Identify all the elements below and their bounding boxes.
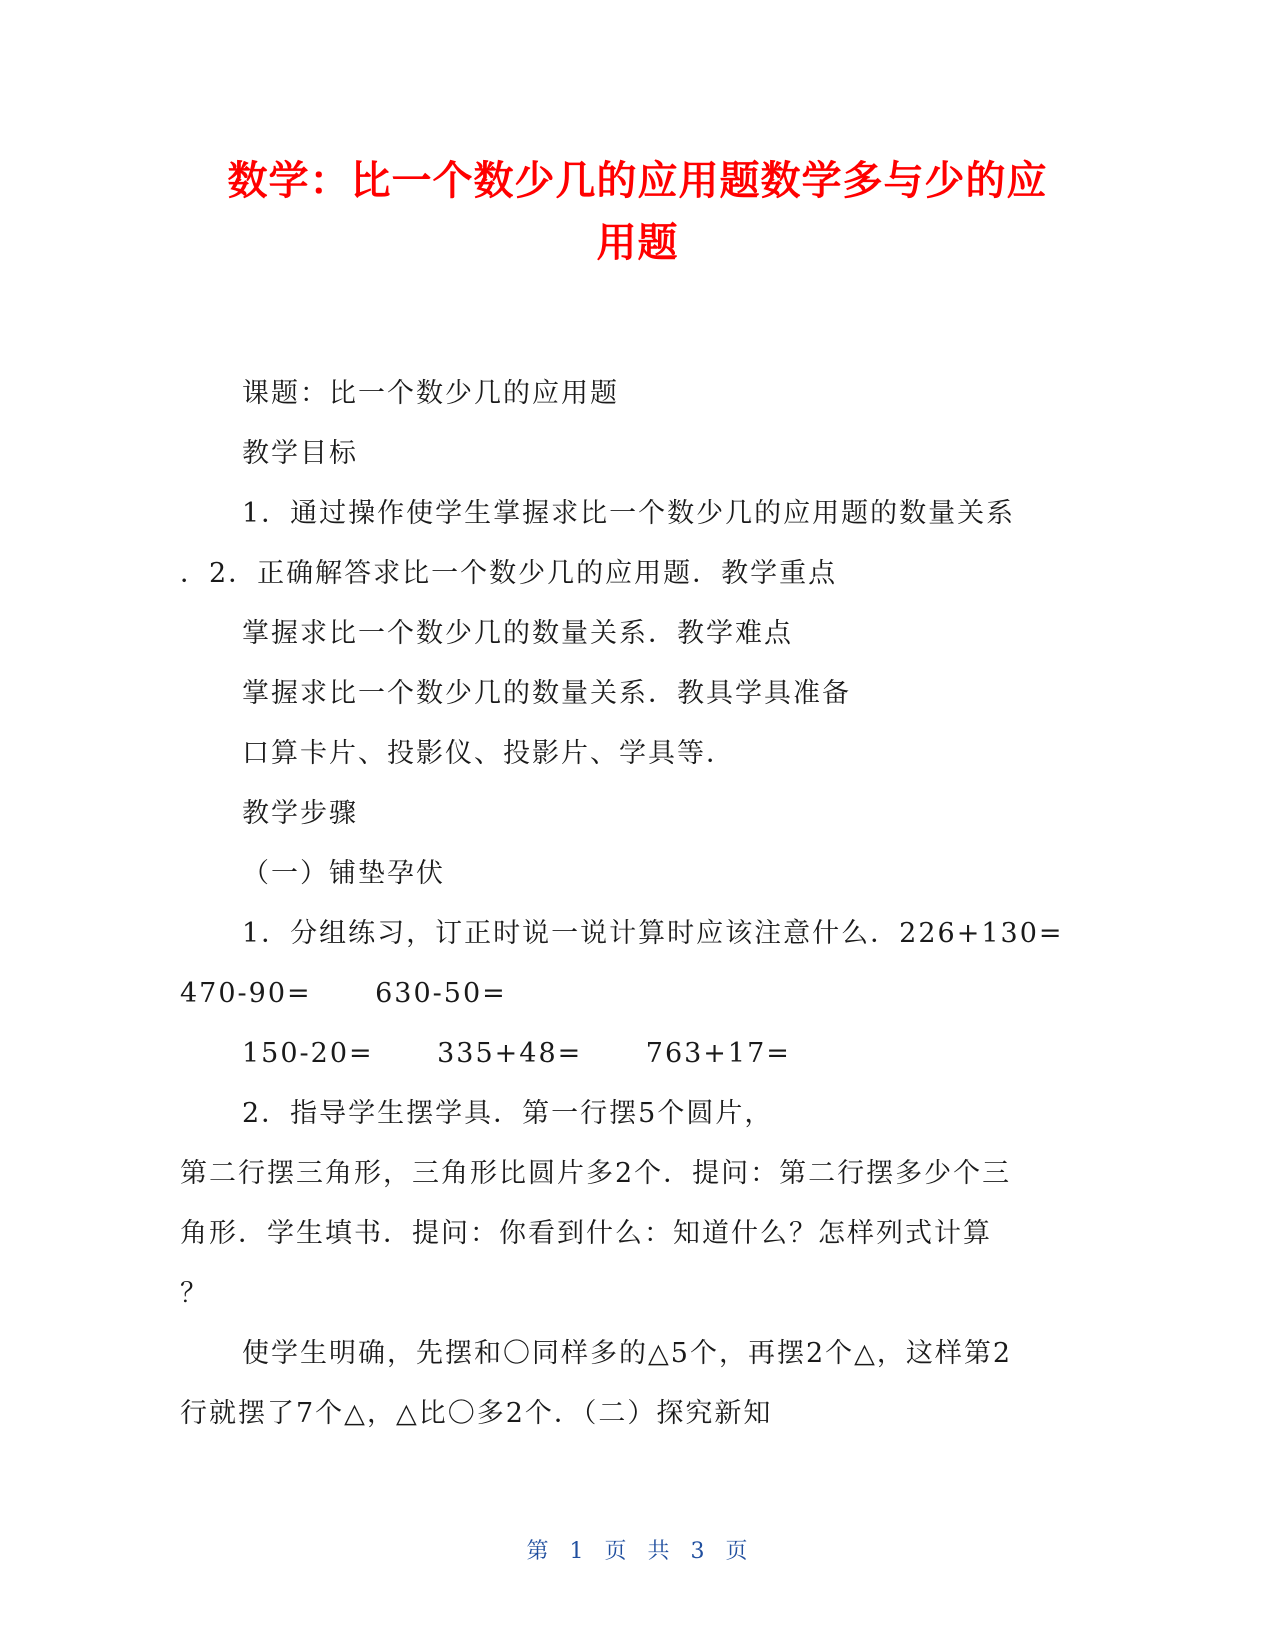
- paragraph-line: ？: [180, 1278, 209, 1309]
- paragraph-line: 课题：比一个数少几的应用题: [242, 378, 619, 409]
- paragraph-line: 掌握求比一个数少几的数量关系．教具学具准备: [242, 678, 851, 709]
- page-footer: [0, 1534, 1275, 1565]
- paragraph-line: 教学步骤: [242, 798, 358, 829]
- title-line-2: 用题: [596, 220, 679, 266]
- document-title: [180, 150, 1095, 274]
- paragraph-line: 行就摆了7个△，△比〇多2个．（二）探究新知: [180, 1398, 773, 1429]
- paragraph-line: （一）铺垫孕伏: [242, 858, 445, 889]
- footer-total-unit: 页: [725, 1539, 749, 1564]
- paragraph-line: 1．通过操作使学生掌握求比一个数少几的应用题的数量关系: [242, 498, 1016, 529]
- paragraph-line: 口算卡片、投影仪、投影片、学具等．: [242, 738, 735, 769]
- footer-page-label: 第: [526, 1539, 550, 1564]
- title-line-1: 数学：比一个数少几的应用题数学多与少的应: [227, 158, 1048, 204]
- paragraph-line: ．2．正确解答求比一个数少几的应用题．教学重点: [180, 558, 838, 589]
- paragraph-line: 第二行摆三角形，三角形比圆片多2个．提问：第二行摆多少个三: [180, 1158, 1012, 1189]
- paragraph-line: 150-20= 335+48= 763+17=: [242, 1038, 791, 1069]
- footer-total-pages: 3: [690, 1539, 706, 1564]
- footer-total-label: 共: [647, 1539, 671, 1564]
- paragraph-line: 2．指导学生摆学具．第一行摆5个圆片，: [242, 1098, 774, 1129]
- paragraph-line: 使学生明确，先摆和〇同样多的△5个，再摆2个△，这样第2: [242, 1338, 1013, 1369]
- paragraph-line: 1．分组练习，订正时说一说计算时应该注意什么．226+130=: [242, 918, 1064, 949]
- paragraph-line: 470-90= 630-50=: [180, 978, 507, 1009]
- document-body: [180, 364, 1095, 1444]
- footer-page-number: 1: [569, 1539, 585, 1564]
- paragraph-line: 教学目标: [242, 438, 358, 469]
- paragraph-line: 角形．学生填书．提问：你看到什么：知道什么？怎样列式计算: [180, 1218, 992, 1249]
- paragraph-line: 掌握求比一个数少几的数量关系．教学难点: [242, 618, 793, 649]
- footer-page-unit: 页: [604, 1539, 628, 1564]
